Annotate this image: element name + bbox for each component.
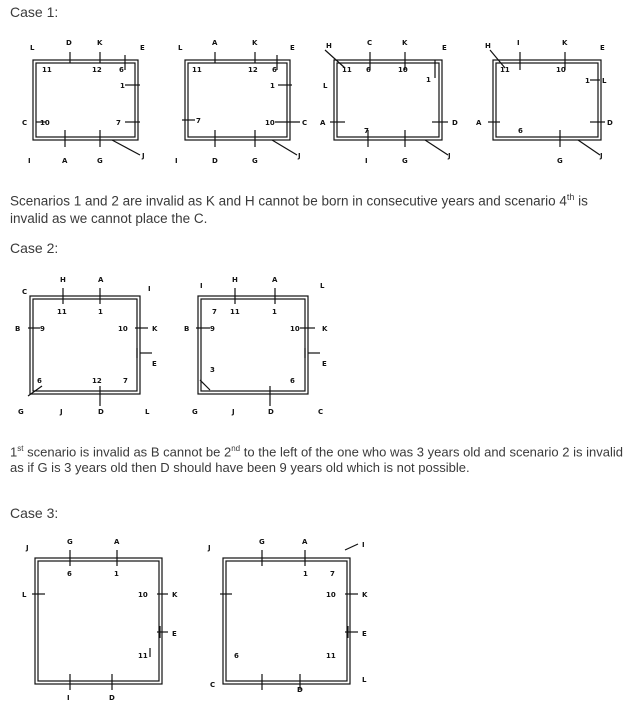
label-D: D	[297, 686, 303, 694]
seat-11: 11	[500, 66, 510, 74]
label-G: G	[97, 157, 103, 165]
seat-6: 6	[290, 377, 295, 385]
label-B: B	[184, 325, 190, 333]
label-D: D	[66, 39, 72, 47]
label-C: C	[22, 119, 28, 127]
label-K: K	[362, 591, 368, 599]
label-G: G	[67, 538, 73, 546]
seat-10: 10	[398, 66, 408, 74]
label-L: L	[178, 44, 183, 52]
seat-9: 9	[210, 325, 215, 333]
label-I: I	[67, 694, 70, 702]
label-D: D	[109, 694, 115, 702]
label-J: J	[60, 408, 63, 416]
label-K: K	[322, 325, 328, 333]
seat-10: 10	[326, 591, 336, 599]
seat-10: 10	[40, 119, 50, 127]
label-I: I	[148, 285, 151, 293]
label-J: J	[448, 152, 451, 160]
label-C: C	[367, 39, 373, 47]
label-L: L	[22, 591, 27, 599]
label-B: B	[15, 325, 21, 333]
label-D: D	[452, 119, 458, 127]
label-E: E	[442, 44, 447, 52]
label-L: L	[323, 82, 328, 90]
label-J: J	[26, 544, 29, 552]
seat-11: 11	[192, 66, 202, 74]
seat-1: 1	[270, 82, 275, 90]
label-A: A	[320, 119, 326, 127]
seat-7: 7	[212, 308, 217, 316]
label-K: K	[172, 591, 178, 599]
label-E: E	[152, 360, 157, 368]
seat-6: 6	[119, 66, 124, 74]
seat-3: 3	[210, 366, 215, 374]
seat-1: 1	[272, 308, 277, 316]
seat-6: 6	[366, 66, 371, 74]
seat-7: 7	[123, 377, 128, 385]
label-G: G	[402, 157, 408, 165]
label-K: K	[152, 325, 158, 333]
case-2-diagrams	[0, 268, 633, 428]
label-J: J	[232, 408, 235, 416]
label-J: J	[600, 152, 603, 160]
label-L: L	[30, 44, 35, 52]
seat-6: 6	[67, 570, 72, 578]
label-H: H	[232, 276, 238, 284]
label-E: E	[362, 630, 367, 638]
case-3-diagrams	[0, 532, 633, 702]
label-E: E	[140, 44, 145, 52]
seat-1: 1	[114, 570, 119, 578]
label-A: A	[62, 157, 68, 165]
label-C: C	[22, 288, 28, 296]
seat-11: 11	[138, 652, 148, 660]
seat-10: 10	[290, 325, 300, 333]
label-A: A	[98, 276, 104, 284]
label-E: E	[322, 360, 327, 368]
seat-12: 12	[92, 66, 102, 74]
label-H: H	[326, 42, 332, 50]
label-G: G	[18, 408, 24, 416]
case-2-title: Case 2:	[10, 240, 59, 256]
label-J: J	[208, 544, 211, 552]
seat-10: 10	[556, 66, 566, 74]
seat-10: 10	[118, 325, 128, 333]
seat-11: 11	[326, 652, 336, 660]
seat-7: 7	[116, 119, 121, 127]
case-2-explanation: 1st scenario is invalid as B cannot be 2nd to the left of the one who was 3 years old and scenario 2 is invalid as if G is 3 years old then D should have been 9 years old which is not possible.	[10, 444, 623, 476]
seat-11: 11	[57, 308, 67, 316]
label-D: D	[607, 119, 613, 127]
label-A: A	[302, 538, 308, 546]
seat-9: 9	[40, 325, 45, 333]
label-H: H	[60, 276, 66, 284]
seat-6: 6	[234, 652, 239, 660]
seat-1: 1	[120, 82, 125, 90]
label-A: A	[272, 276, 278, 284]
label-L: L	[320, 282, 325, 290]
seat-12: 12	[248, 66, 258, 74]
label-K: K	[97, 39, 103, 47]
label-G: G	[557, 157, 563, 165]
seat-11: 11	[42, 66, 52, 74]
label-I: I	[200, 282, 203, 290]
case-1-explanation: Scenarios 1 and 2 are invalid as K and H cannot be born in consecutive years and scenario 4th is invalid as we cannot place the C.	[10, 192, 588, 226]
label-E: E	[172, 630, 177, 638]
seat-1: 1	[585, 77, 590, 85]
label-I: I	[365, 157, 368, 165]
label-K: K	[402, 39, 408, 47]
label-I: I	[175, 157, 178, 165]
seat-12: 12	[92, 377, 102, 385]
label-L: L	[145, 408, 150, 416]
label-A: A	[212, 39, 218, 47]
case-3-title: Case 3:	[10, 505, 59, 521]
seat-10: 10	[265, 119, 275, 127]
seat-7: 7	[196, 117, 201, 125]
label-C: C	[210, 681, 216, 689]
label-E: E	[600, 44, 605, 52]
label-G: G	[252, 157, 258, 165]
seat-11: 11	[342, 66, 352, 74]
case-1-title: Case 1:	[10, 4, 59, 20]
label-K: K	[562, 39, 568, 47]
label-D: D	[98, 408, 104, 416]
label-A: A	[476, 119, 482, 127]
label-I: I	[517, 39, 520, 47]
label-D: D	[212, 157, 218, 165]
label-J: J	[298, 152, 301, 160]
seat-11: 11	[230, 308, 240, 316]
seat-1: 1	[426, 76, 431, 84]
label-C: C	[318, 408, 324, 416]
seat-7: 7	[364, 127, 369, 135]
label-K: K	[252, 39, 258, 47]
seat-6: 6	[272, 66, 277, 74]
label-I: I	[362, 541, 365, 549]
label-I: I	[28, 157, 31, 165]
case-1-diagrams	[0, 30, 633, 210]
label-L: L	[362, 676, 367, 684]
label-H: H	[485, 42, 491, 50]
seat-7: 7	[330, 570, 335, 578]
label-J: J	[142, 152, 145, 160]
label-L: L	[602, 77, 607, 85]
label-A: A	[114, 538, 120, 546]
seat-1: 1	[98, 308, 103, 316]
label-G: G	[192, 408, 198, 416]
label-C: C	[302, 119, 308, 127]
seat-10: 10	[138, 591, 148, 599]
seat-1: 1	[303, 570, 308, 578]
seat-6: 6	[518, 127, 523, 135]
label-E: E	[290, 44, 295, 52]
label-G: G	[259, 538, 265, 546]
seat-6: 6	[37, 377, 42, 385]
label-D: D	[268, 408, 274, 416]
